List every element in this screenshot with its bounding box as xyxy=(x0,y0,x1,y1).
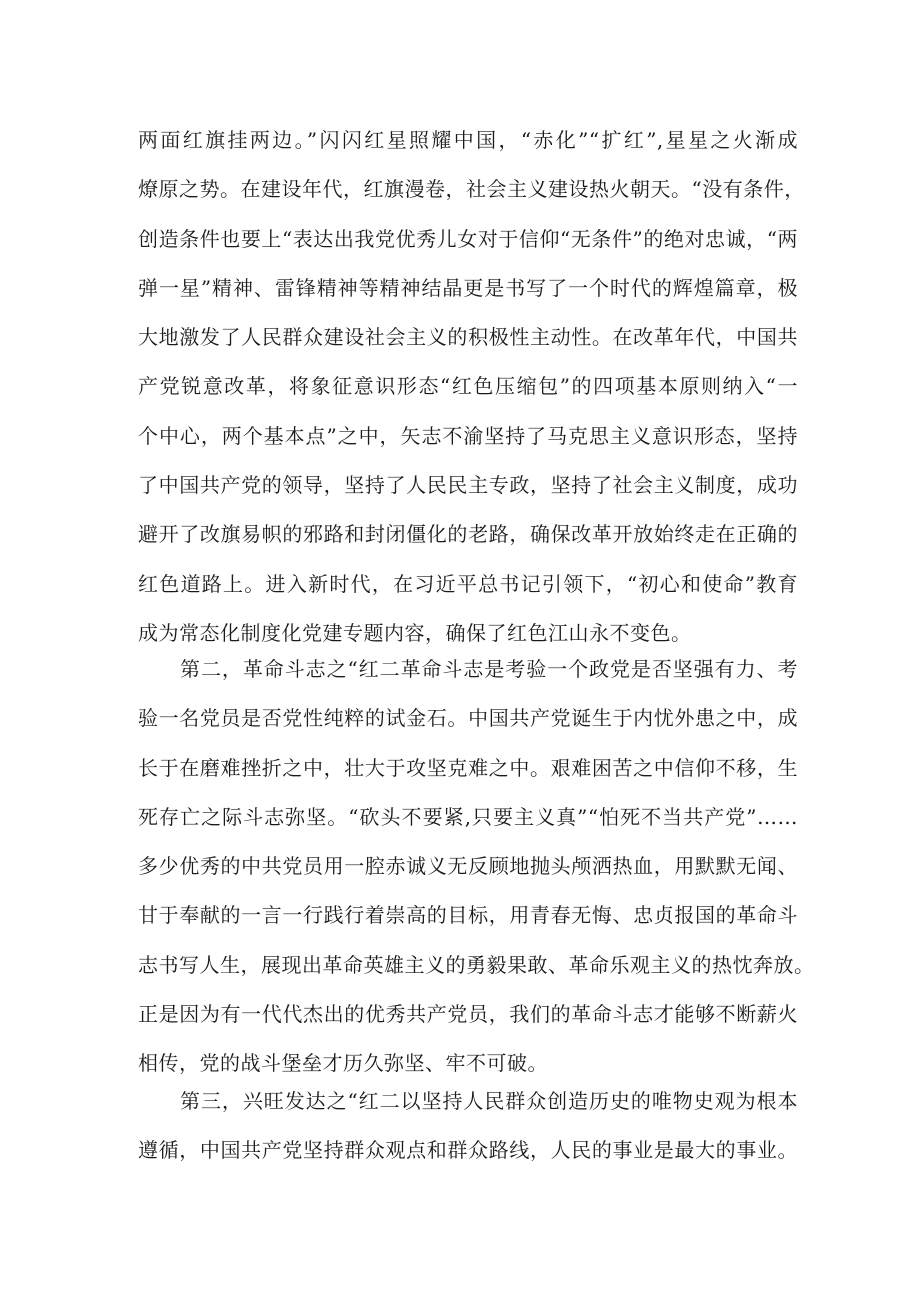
text-line: 了中国共产党的领导，坚持了人民民主专政，坚持了社会主义制度，成功 xyxy=(138,473,798,498)
text-line: 多少优秀的中共党员用一腔赤诚义无反顾地抛头颅洒热血，用默默无闻、 xyxy=(138,854,798,879)
text-line: 甘于奉献的一言一行践行着崇高的目标，用青春无悔、忠贞报国的革命斗 xyxy=(138,903,798,928)
text-line: 创造条件也要上“表达出我党优秀儿女对于信仰“无条件”的绝对忠诚，“两 xyxy=(138,226,798,251)
text-line: 产党锐意改革，将象征意识形态“红色压缩包”的四项基本原则纳入“一 xyxy=(138,374,798,399)
paragraph-2 xyxy=(138,645,815,1089)
text-line: 验一名党员是否党性纯粹的试金石。中国共产党诞生于内忧外患之中，成 xyxy=(138,706,798,731)
text-line: 相传，党的战斗堡垒才历久弥坚、牢不可破。 xyxy=(138,1051,548,1076)
paragraph-1 xyxy=(138,116,805,658)
text-line: 两面红旗挂两边。”闪闪红星照耀中国，“赤化”“扩红”,星星之火渐成 xyxy=(138,128,798,152)
text-line: 正是因为有一代代杰出的优秀共产党员，我们的革命斗志才能够不断薪火 xyxy=(138,1002,798,1027)
text-line: 第三，兴旺发达之“红二以坚持人民群众创造历史的唯物史观为根本 xyxy=(180,1089,798,1113)
text-line: 个中心，两个基本点”之中，矢志不渝坚持了马克思主义意识形态，坚持 xyxy=(138,423,798,448)
text-line: 红色道路上。进入新时代，在习近平总书记引领下，“初心和使命”教育 xyxy=(138,571,798,596)
text-line: 遵循，中国共产党坚持群众观点和群众路线，人民的事业是最大的事业。 xyxy=(138,1138,798,1163)
text-line: 燎原之势。在建设年代，红旗漫卷，社会主义建设热火朝天。“没有条件， xyxy=(138,177,805,202)
text-line: 死存亡之际斗志弥坚。“砍头不要紧,只要主义真”“怕死不当共产党”…… xyxy=(138,804,798,829)
text-line: 成为常态化制度化党建专题内容，确保了红色江山永不变色。 xyxy=(138,620,692,645)
text-line: 第二，革命斗志之“红二革命斗志是考验一个政党是否坚强有力、考 xyxy=(180,657,798,681)
paragraph-3 xyxy=(138,1077,798,1176)
text-line: 大地激发了人民群众建设社会主义的积极性主动性。在改革年代，中国共 xyxy=(138,325,798,350)
text-line: 长于在磨难挫折之中，壮大于攻坚克难之中。艰难困苦之中信仰不移，生 xyxy=(138,755,798,780)
text-line: 避开了改旗易帜的邪路和封闭僵化的老路，确保改革开放始终走在正确的 xyxy=(138,522,798,547)
text-line: 志书写人生，展现出革命英雄主义的勇毅果敢、革命乐观主义的热忱奔放。 xyxy=(138,952,815,977)
text-line: 弹一星”精神、雷锋精神等精神结晶更是书写了一个时代的辉煌篇章，极 xyxy=(138,275,798,300)
